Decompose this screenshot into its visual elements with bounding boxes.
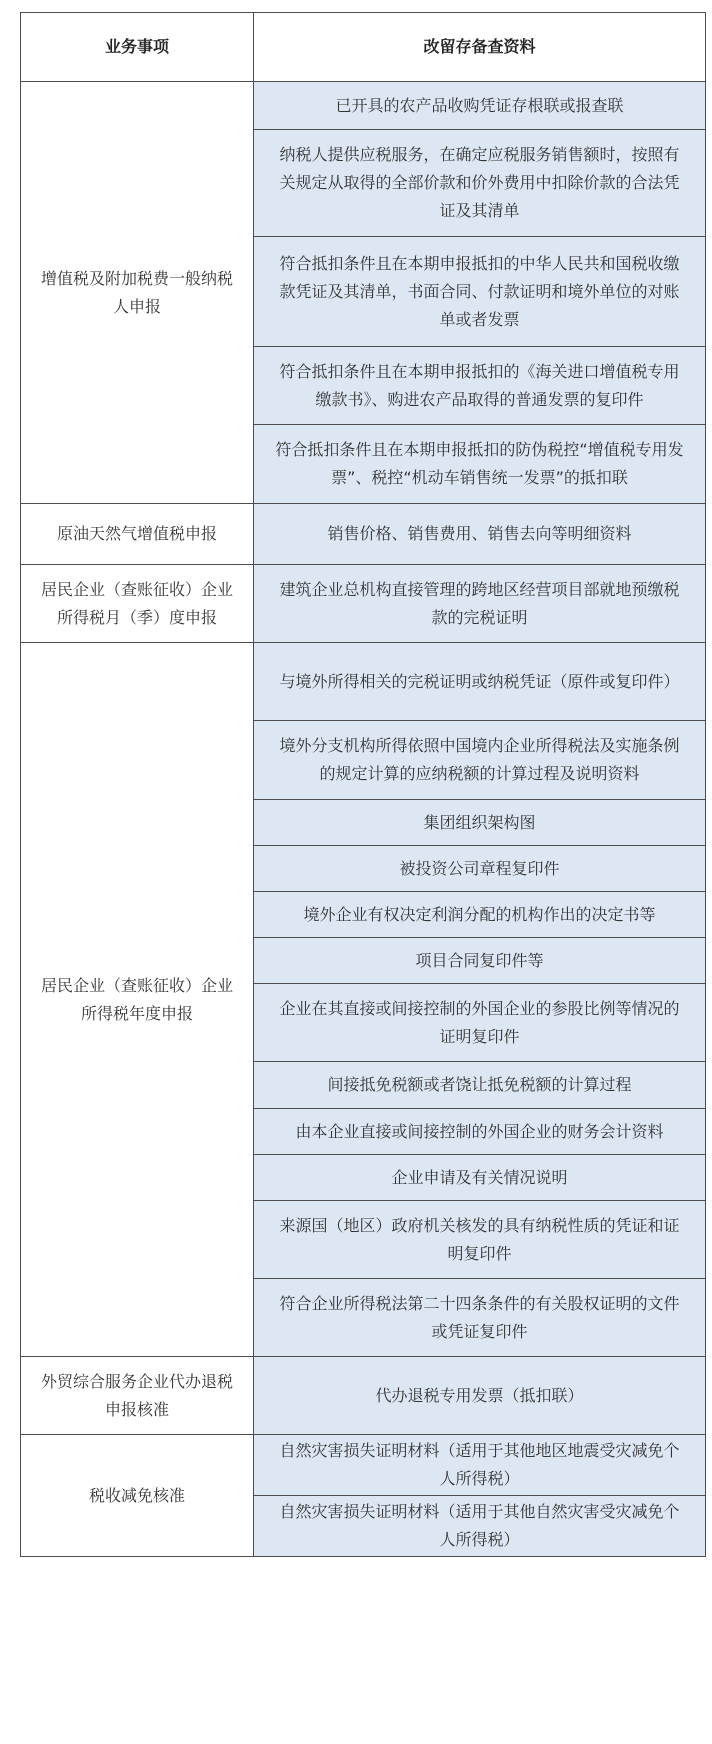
retained-document-cell: 已开具的农产品收购凭证存根联或报查联 <box>254 82 706 130</box>
table-row <box>21 504 706 565</box>
business-item-cell: 增值税及附加税费一般纳税人申报 <box>21 82 254 504</box>
retained-document-cell: 由本企业直接或间接控制的外国企业的财务会计资料 <box>254 1109 706 1155</box>
retained-document-cell: 代办退税专用发票（抵扣联） <box>254 1357 706 1435</box>
retained-document-cell: 项目合同复印件等 <box>254 938 706 984</box>
retained-document-cell: 被投资公司章程复印件 <box>254 846 706 892</box>
retained-document-cell: 境外企业有权决定利润分配的机构作出的决定书等 <box>254 892 706 938</box>
retained-document-cell: 自然灾害损失证明材料（适用于其他地区地震受灾减免个人所得税） <box>254 1435 706 1496</box>
header-retained-documents: 改留存备查资料 <box>254 13 706 82</box>
retained-document-cell: 间接抵免税额或者饶让抵免税额的计算过程 <box>254 1062 706 1109</box>
retained-document-cell: 销售价格、销售费用、销售去向等明细资料 <box>254 504 706 565</box>
table-row <box>21 1435 706 1496</box>
retained-document-cell: 符合抵扣条件且在本期申报抵扣的中华人民共和国税收缴款凭证及其清单，书面合同、付款证明和境外单位的对账单或者发票 <box>254 237 706 347</box>
tax-table <box>20 12 706 1557</box>
retained-document-cell: 与境外所得相关的完税证明或纳税凭证（原件或复印件） <box>254 643 706 721</box>
business-item-cell: 居民企业（查账征收）企业所得税月（季）度申报 <box>21 565 254 643</box>
retained-document-cell: 符合抵扣条件且在本期申报抵扣的《海关进口增值税专用缴款书》、购进农产品取得的普通发票的复印件 <box>254 347 706 425</box>
retained-document-cell: 集团组织架构图 <box>254 800 706 846</box>
retained-document-cell: 纳税人提供应税服务，在确定应税服务销售额时，按照有关规定从取得的全部价款和价外费用中扣除价款的合法凭证及其清单 <box>254 130 706 237</box>
header-row <box>21 13 706 82</box>
retained-document-cell: 企业申请及有关情况说明 <box>254 1155 706 1201</box>
table-body <box>21 82 706 1557</box>
business-item-cell: 外贸综合服务企业代办退税申报核准 <box>21 1357 254 1435</box>
table-row <box>21 643 706 721</box>
business-item-cell: 税收减免核准 <box>21 1435 254 1557</box>
retained-document-cell: 符合抵扣条件且在本期申报抵扣的防伪税控“增值税专用发票”、税控“机动车销售统一发票”的抵扣联 <box>254 425 706 504</box>
retained-document-cell: 企业在其直接或间接控制的外国企业的参股比例等情况的证明复印件 <box>254 984 706 1062</box>
business-item-cell: 居民企业（查账征收）企业所得税年度申报 <box>21 643 254 1357</box>
retained-document-cell: 自然灾害损失证明材料（适用于其他自然灾害受灾减免个人所得税） <box>254 1496 706 1557</box>
retained-document-cell: 符合企业所得税法第二十四条条件的有关股权证明的文件或凭证复印件 <box>254 1279 706 1357</box>
retained-document-cell: 来源国（地区）政府机关核发的具有纳税性质的凭证和证明复印件 <box>254 1201 706 1279</box>
retained-document-cell: 建筑企业总机构直接管理的跨地区经营项目部就地预缴税款的完税证明 <box>254 565 706 643</box>
header-business-item: 业务事项 <box>21 13 254 82</box>
table-row <box>21 1357 706 1435</box>
table-row <box>21 565 706 643</box>
retained-document-cell: 境外分支机构所得依照中国境内企业所得税法及实施条例的规定计算的应纳税额的计算过程及说明资料 <box>254 721 706 800</box>
business-item-cell: 原油天然气增值税申报 <box>21 504 254 565</box>
table-row <box>21 82 706 130</box>
